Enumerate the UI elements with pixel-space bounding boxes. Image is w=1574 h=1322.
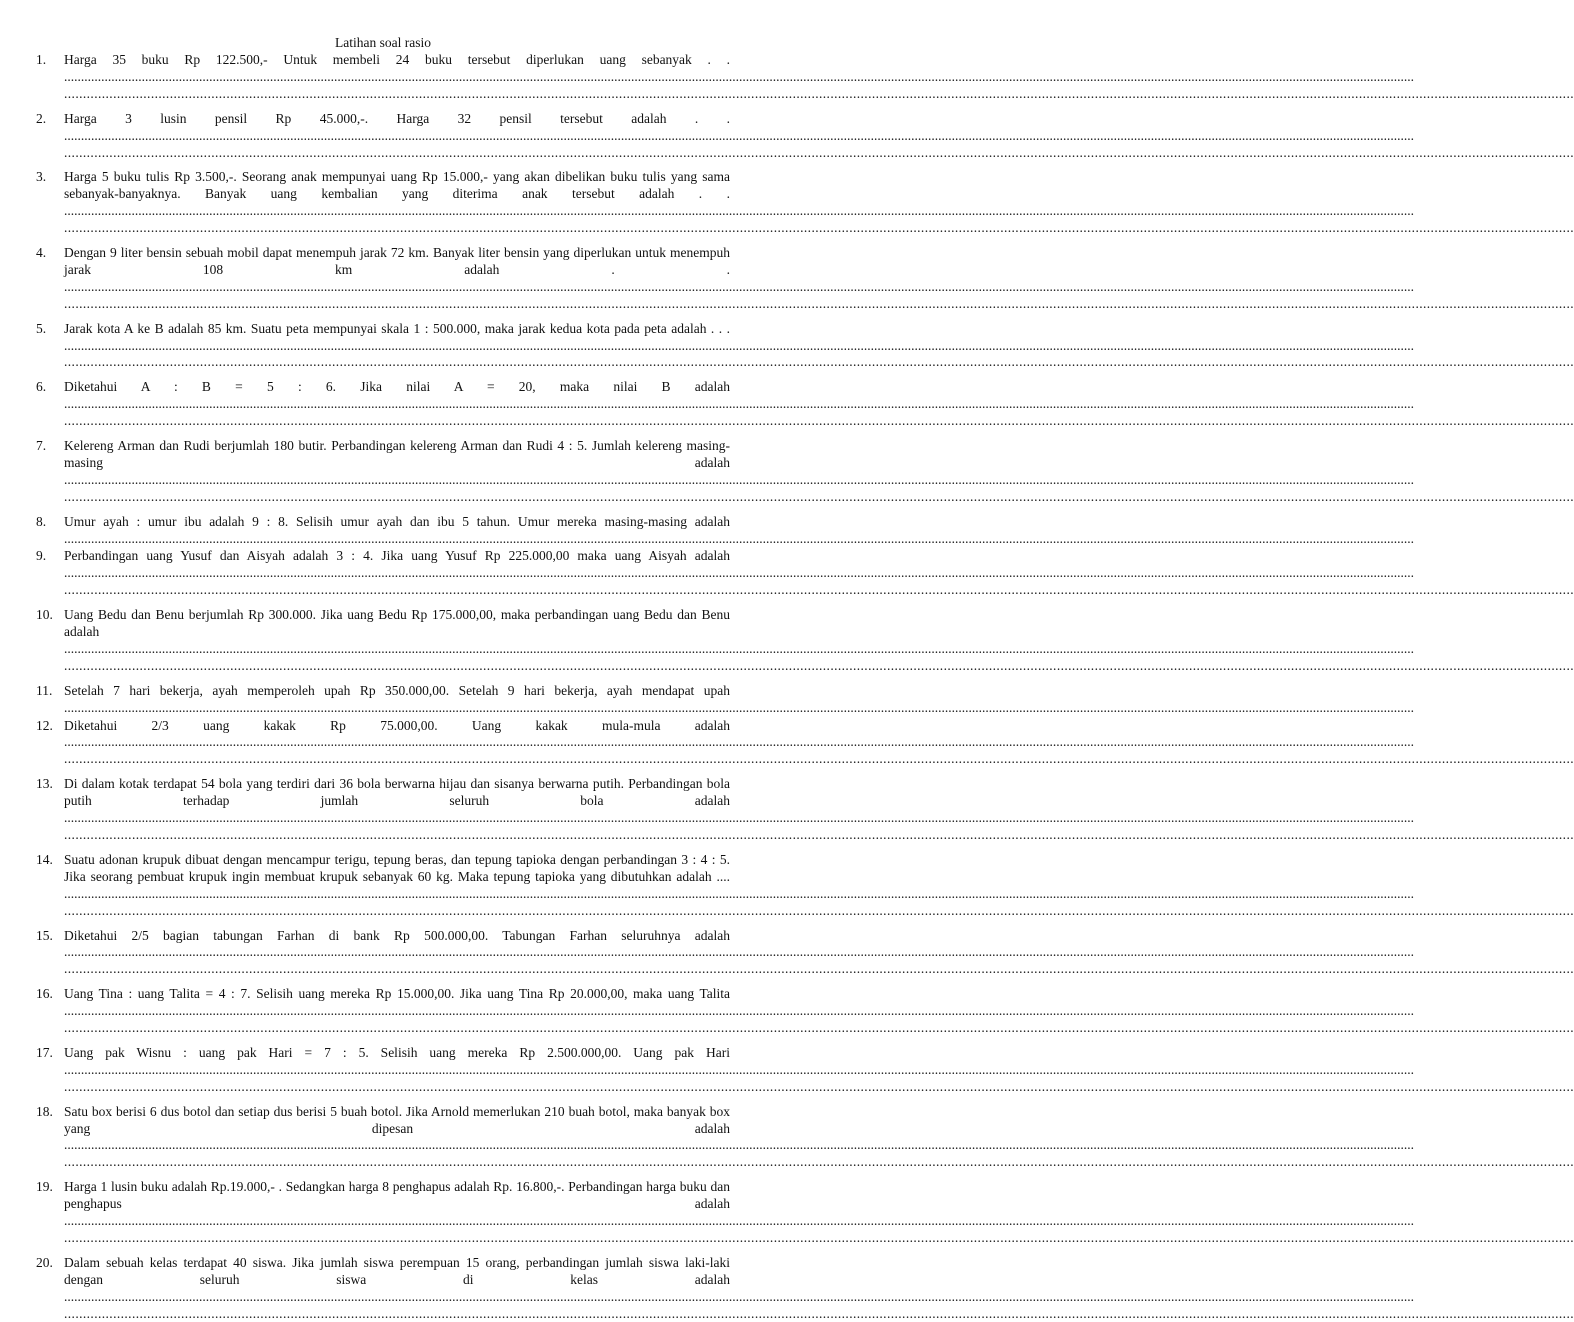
answer-line[interactable]: ................................................................................................................................................................................................................................................................................................................................................................................................................ [64, 657, 1574, 673]
question-body [64, 513, 1414, 548]
question-text-block [64, 986, 1414, 1020]
question-text: Harga 1 lusin buku adalah Rp.19.000,- . Sedangkan harga 8 penghapus adalah Rp. 16.800,-. Perbandingan harga buku dan penghapus adalah [64, 1179, 730, 1212]
question-body [64, 548, 1574, 599]
question-item [36, 513, 1414, 548]
answer-line[interactable]: ................................................................................................................................................................................................................................................................................................................................................................................................................ [64, 413, 1574, 429]
question-text-block [64, 513, 1414, 548]
question-number: 18. [36, 1103, 53, 1119]
question-number: 12. [36, 717, 53, 733]
question-item [36, 717, 1574, 769]
question-item [36, 52, 1574, 103]
question-text: Harga 3 lusin pensil Rp 45.000,-. Harga 32 pensil tersebut adalah . . [64, 110, 730, 126]
answer-line[interactable]: ................................................................................................................................................................................................................................................................................................................................................................................................................ [64, 144, 1574, 160]
answer-line[interactable]: ................................................................................................................................................................................................................................................................................................................................................................................................................ [64, 295, 1574, 311]
question-number: 2. [36, 110, 47, 126]
answer-dots-inline: ................................................................................................................................................................................................................................................................................................................................................................................................................ [64, 810, 1414, 826]
question-item [36, 169, 1574, 237]
question-text-block [64, 1254, 1414, 1306]
question-number: 19. [36, 1179, 53, 1195]
answer-dots-inline: ................................................................................................................................................................................................................................................................................................................................................................................................................ [64, 68, 1414, 84]
question-item [36, 927, 1574, 979]
question-text: Dengan 9 liter bensin sebuah mobil dapat menempuh jarak 72 km. Banyak liter bensin yang diperlukan untuk menempuh jarak 108 km adalah . . [64, 245, 730, 277]
question-text-block [64, 52, 1414, 86]
question-text-block [64, 169, 1414, 220]
question-body [64, 110, 1574, 162]
answer-dots-inline: ................................................................................................................................................................................................................................................................................................................................................................................................................ [64, 734, 1414, 750]
question-item [36, 1044, 1574, 1096]
question-text: Setelah 7 hari bekerja, ayah memperoleh upah Rp 350.000,00. Setelah 9 hari bekerja, ayah mendapat upah [64, 682, 730, 698]
question-body [64, 52, 1574, 103]
question-body [64, 1103, 1574, 1172]
question-body [64, 851, 1574, 920]
question-number: 16. [36, 986, 53, 1002]
question-item [36, 986, 1574, 1037]
question-number: 14. [36, 851, 53, 867]
answer-dots-inline: ................................................................................................................................................................................................................................................................................................................................................................................................................ [64, 1061, 1414, 1077]
question-body [64, 986, 1574, 1037]
answer-dots-inline: ................................................................................................................................................................................................................................................................................................................................................................................................................ [64, 1213, 1414, 1229]
question-text-block [64, 776, 1414, 827]
question-number: 3. [36, 169, 47, 185]
question-text: Diketahui 2/5 bagian tabungan Farhan di bank Rp 500.000,00. Tabungan Farhan seluruhnya adalah [64, 927, 730, 943]
answer-dots-inline: ................................................................................................................................................................................................................................................................................................................................................................................................................ [64, 1137, 1414, 1153]
answer-dots-inline: ................................................................................................................................................................................................................................................................................................................................................................................................................ [64, 337, 1414, 353]
question-text-block [64, 717, 1414, 752]
answer-line[interactable]: ................................................................................................................................................................................................................................................................................................................................................................................................................ [64, 354, 1574, 370]
question-text: Jarak kota A ke B adalah 85 km. Suatu peta mempunyai skala 1 : 500.000, maka jarak kedua kota pada peta adalah . . . [64, 320, 730, 336]
question-number: 17. [36, 1044, 53, 1060]
question-number: 13. [36, 776, 53, 792]
question-item [36, 1254, 1574, 1322]
question-number: 5. [36, 320, 47, 336]
question-number: 7. [36, 438, 47, 454]
question-text-block [64, 548, 1414, 582]
answer-dots-inline: ................................................................................................................................................................................................................................................................................................................................................................................................................ [64, 471, 1414, 487]
question-text-block [64, 1044, 1414, 1079]
question-body [64, 682, 1414, 717]
answer-dots-inline: ................................................................................................................................................................................................................................................................................................................................................................................................................ [64, 1003, 1414, 1019]
question-item [36, 438, 1574, 506]
question-item [36, 320, 1574, 372]
question-item [36, 379, 1574, 430]
question-text: Perbandingan uang Yusuf dan Aisyah adalah 3 : 4. Jika uang Yusuf Rp 225.000,00 maka uang Aisyah adalah [64, 548, 730, 564]
question-text-block [64, 379, 1414, 413]
question-text-block [64, 1103, 1414, 1155]
question-text-block [64, 682, 1414, 717]
question-text: Di dalam kotak terdapat 54 bola yang terdiri dari 36 bola berwarna hijau dan sisanya berwarna putih. Perbandingan bola putih terhadap jumlah seluruh bola adalah [64, 776, 730, 809]
question-number: 11. [36, 682, 53, 698]
question-text-block [64, 607, 1414, 658]
answer-line[interactable]: ................................................................................................................................................................................................................................................................................................................................................................................................................ [64, 902, 1574, 918]
answer-dots-inline: ................................................................................................................................................................................................................................................................................................................................................................................................................ [64, 203, 1414, 219]
question-text: Diketahui 2/3 uang kakak Rp 75.000,00. Uang kakak mula-mula adalah [64, 717, 730, 733]
question-body [64, 927, 1574, 979]
question-item [36, 1103, 1574, 1172]
answer-line[interactable]: ................................................................................................................................................................................................................................................................................................................................................................................................................ [64, 1020, 1574, 1036]
question-item [36, 1179, 1574, 1247]
answer-line[interactable]: ................................................................................................................................................................................................................................................................................................................................................................................................................ [64, 1078, 1574, 1094]
answer-line[interactable]: ................................................................................................................................................................................................................................................................................................................................................................................................................ [64, 1154, 1574, 1170]
answer-dots-inline: ................................................................................................................................................................................................................................................................................................................................................................................................................ [64, 640, 1414, 656]
question-text: Dalam sebuah kelas terdapat 40 siswa. Jika jumlah siswa perempuan 15 orang, perbandingan jumlah siswa laki-laki dengan seluruh siswa di kelas adalah [64, 1254, 730, 1287]
question-text-block [64, 438, 1414, 489]
question-text: Diketahui A : B = 5 : 6. Jika nilai A = 20, maka nilai B adalah [64, 379, 730, 395]
question-text: Umur ayah : umur ibu adalah 9 : 8. Selisih umur ayah dan ibu 5 tahun. Umur mereka masing-masing adalah [64, 513, 730, 529]
question-item [36, 607, 1574, 675]
question-text-block [64, 927, 1414, 962]
question-text-block [64, 320, 1414, 355]
answer-line[interactable]: ................................................................................................................................................................................................................................................................................................................................................................................................................ [64, 827, 1574, 842]
answer-dots-inline: ................................................................................................................................................................................................................................................................................................................................................................................................................ [64, 127, 1414, 143]
question-body [64, 245, 1574, 313]
question-list [36, 52, 1574, 1322]
answer-dots-inline: ................................................................................................................................................................................................................................................................................................................................................................................................................ [64, 699, 1414, 715]
answer-dots-inline: ................................................................................................................................................................................................................................................................................................................................................................................................................ [64, 396, 1414, 412]
question-number: 10. [36, 607, 53, 623]
question-body [64, 169, 1574, 237]
question-number: 20. [36, 1254, 53, 1270]
answer-line[interactable]: ................................................................................................................................................................................................................................................................................................................................................................................................................ [64, 220, 1574, 236]
question-text: Uang Tina : uang Talita = 4 : 7. Selisih uang mereka Rp 15.000,00. Jika uang Tina Rp 20.000,00, maka uang Talita [64, 986, 730, 1002]
answer-line[interactable]: ................................................................................................................................................................................................................................................................................................................................................................................................................ [64, 1305, 1574, 1321]
question-body [64, 320, 1574, 372]
question-text: Satu box berisi 6 dus botol dan setiap dus berisi 5 buah botol. Jika Arnold memerlukan 210 buah botol, maka banyak box yang dipesan adalah [64, 1103, 730, 1136]
question-body [64, 1044, 1574, 1096]
answer-line[interactable]: ................................................................................................................................................................................................................................................................................................................................................................................................................ [64, 1229, 1574, 1245]
question-body [64, 1179, 1574, 1247]
question-number: 4. [36, 245, 47, 261]
question-number: 9. [36, 548, 47, 564]
question-body [64, 438, 1574, 506]
question-text: Harga 5 buku tulis Rp 3.500,-. Seorang anak mempunyai uang Rp 15.000,- yang akan dibelikan buku tulis yang sama sebanyak-banyaknya. Banyak uang kembalian yang diterima anak tersebut adalah . . [64, 169, 730, 202]
question-text: Harga 35 buku Rp 122.500,- Untuk membeli 24 buku tersebut diperlukan uang sebanyak . . [64, 52, 730, 67]
answer-dots-inline: ................................................................................................................................................................................................................................................................................................................................................................................................................ [64, 885, 1414, 901]
answer-dots-inline: ................................................................................................................................................................................................................................................................................................................................................................................................................ [64, 1288, 1414, 1304]
page-title: Latihan soal rasio [335, 35, 431, 50]
question-body [64, 717, 1574, 769]
answer-dots-inline: ................................................................................................................................................................................................................................................................................................................................................................................................................ [64, 565, 1414, 581]
question-item [36, 682, 1414, 717]
answer-line[interactable]: ................................................................................................................................................................................................................................................................................................................................................................................................................ [64, 751, 1574, 767]
answer-dots-inline: ................................................................................................................................................................................................................................................................................................................................................................................................................ [64, 944, 1414, 960]
question-body [64, 607, 1574, 675]
question-text-block [64, 110, 1414, 145]
question-text: Uang pak Wisnu : uang pak Hari = 7 : 5. Selisih uang mereka Rp 2.500.000,00. Uang pak Hari [64, 1044, 730, 1060]
question-item [36, 245, 1574, 313]
question-text: Suatu adonan krupuk dibuat dengan mencampur terigu, tepung beras, dan tepung tapioka dengan perbandingan 3 : 4 : 5. Jika seorang pembuat krupuk ingin membuat krupuk sebanyak 60 kg. Maka tepung tapioka yang dibutuhkan adalah .... [64, 851, 730, 884]
question-body [64, 379, 1574, 430]
question-item [36, 851, 1574, 920]
question-text-block [64, 245, 1414, 296]
answer-dots-inline: ................................................................................................................................................................................................................................................................................................................................................................................................................ [64, 530, 1414, 546]
question-text-block [64, 1179, 1414, 1230]
question-number: 8. [36, 513, 47, 529]
question-body [64, 1254, 1574, 1322]
question-number: 15. [36, 927, 53, 943]
question-text-block [64, 851, 1414, 903]
question-number: 1. [36, 52, 47, 67]
question-item [36, 110, 1574, 162]
answer-dots-inline: ................................................................................................................................................................................................................................................................................................................................................................................................................ [64, 278, 1414, 294]
question-number: 6. [36, 379, 47, 395]
question-text: Kelereng Arman dan Rudi berjumlah 180 butir. Perbandingan kelereng Arman dan Rudi 4 : 5. Jumlah kelereng masing-masing adalah [64, 438, 730, 470]
answer-line[interactable]: ................................................................................................................................................................................................................................................................................................................................................................................................................ [64, 582, 1574, 598]
question-text: Uang Bedu dan Benu berjumlah Rp 300.000. Jika uang Bedu Rp 175.000,00, maka perbandingan uang Bedu dan Benu adalah [64, 607, 730, 640]
question-body [64, 776, 1574, 844]
answer-line[interactable]: ................................................................................................................................................................................................................................................................................................................................................................................................................ [64, 488, 1574, 504]
question-item [36, 776, 1574, 844]
question-item [36, 548, 1574, 599]
answer-line[interactable]: ................................................................................................................................................................................................................................................................................................................................................................................................................ [64, 85, 1574, 101]
answer-line[interactable]: ................................................................................................................................................................................................................................................................................................................................................................................................................ [64, 961, 1574, 977]
